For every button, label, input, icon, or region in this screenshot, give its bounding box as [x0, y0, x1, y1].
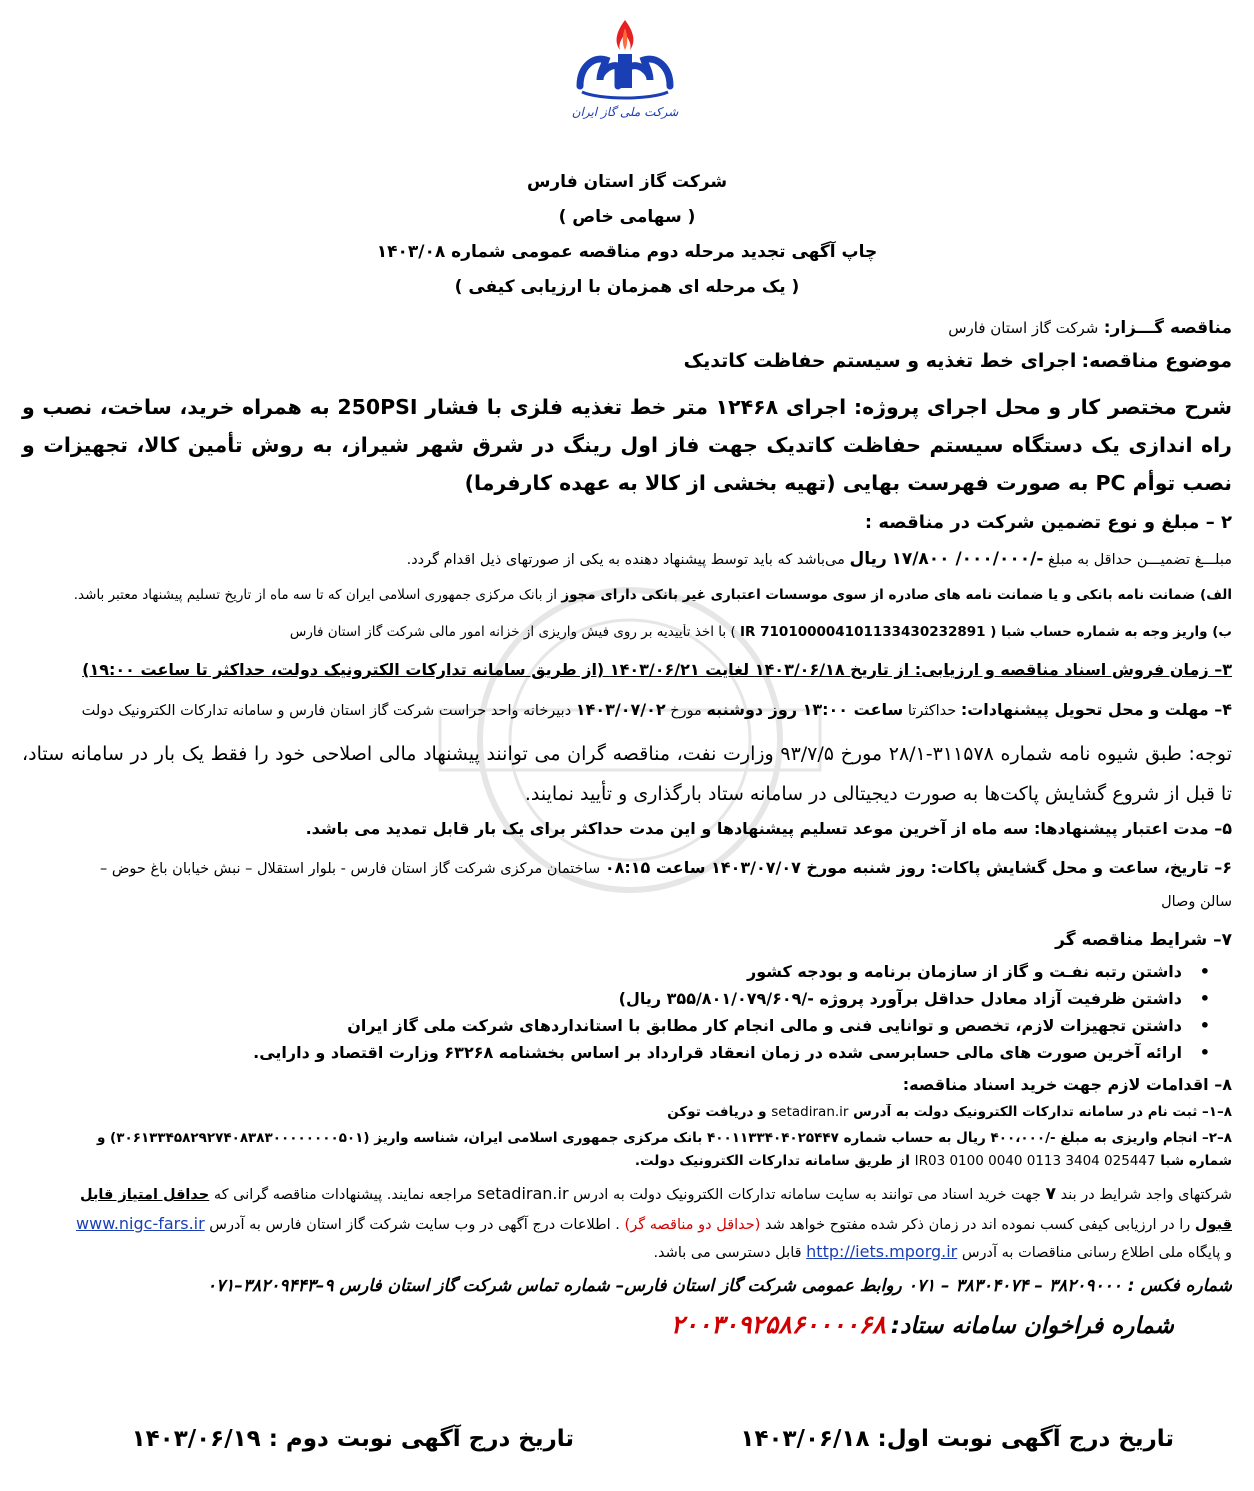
company-name: شرکت گاز استان فارس — [526, 172, 728, 192]
step1-text-a: ۸–۱– ثبت نام در سامانه تدارکات الکترونیک دولت به آدرس — [853, 1104, 1232, 1120]
guarantee-heading: ۲ – مبلغ و نوع تضمین شرکت در مناقصه : — [864, 512, 1232, 533]
fn1-bold: حداقل امتیاز قابل — [80, 1187, 210, 1203]
step1-text-b: و دریافت توکن — [667, 1104, 767, 1120]
guarantee-amount-row — [22, 549, 1232, 569]
opening-rest: ساختمان مرکزی شرکت گاز استان فارس - بلوار استقلال – نبش خیابان باغ حوض – — [100, 861, 601, 877]
conditions-heading: ۷– شرایط مناقصه گر — [1055, 930, 1232, 950]
condition-item: • داشتن ظرفیت آزاد معادل حداقل برآورد پروژه -/۳۵۵/۸۰۱/۰۷۹/۶۰۹ ریال) — [82, 989, 1182, 1008]
fn1-c: مراجعه نمایند. پیشنهادات مناقصه گرانی که — [213, 1187, 473, 1203]
step2-text-b: از طریق سامانه تدارکات الکترونیک دولت. — [634, 1153, 910, 1169]
description-label: شرح مختصر کار و محل اجرای پروژه: — [853, 395, 1233, 419]
guarantee-option-b — [22, 624, 1232, 640]
option-a-rest: از بانک مرکزی جمهوری اسلامی ایران که تا سه ماه از تاریخ تسلیم پیشنهاد معتبر باشد. — [73, 587, 558, 603]
fn3-a: و پایگاه ملی اطلاع رسانی مناقصات به آدرس — [961, 1245, 1232, 1261]
guarantee-option-a — [22, 587, 1232, 603]
first-date-value: ۱۴۰۳/۰۶/۱۸ — [740, 1426, 870, 1452]
subject-value: اجرای خط تغذیه و سیستم حفاظت کاتدیک — [683, 350, 1077, 372]
footer-note-2 — [22, 1214, 1232, 1233]
purchase-step-2b — [22, 1153, 1232, 1169]
fn1-num: ۷ — [1045, 1184, 1056, 1204]
nigc-fars-link[interactable]: www.nigc-fars.ir — [76, 1214, 205, 1233]
note-block: توجه: طبق شیوه نامه شماره ۳۱۱۵۷۸-۲۸/۱ مورخ ۹۳/۷/۵ وزارت نفت، مناقصه گران می توانند پیشنهاد مالی اصلاحی خود را فقط یک بار در سامانه ستاد، تا قبل از شروع گشایش پاکت‌ها به صورت دیجیتالی در سامانه ستاد بارگذاری و تأیید نمایند. — [22, 743, 1232, 805]
option-a-bold: الف) ضمانت نامه بانکی و یا ضمانت نامه های صادره از سوی موسسات اعتباری غیر بانکی دارای مجوز — [561, 587, 1232, 603]
description-value: اجرای ۱۲۴۶۸ متر خط تغذیه فلزی با فشار 250PSI به همراه خرید، ساخت، نصب و راه اندازی یک دستگاه سیستم حفاظت کاتدیک جهت فاز اول رینگ در شرق شهر شیراز، به روش تأمین کالا، تجهیزات و نصب توأم PC به صورت فهرست بهایی (تهیه بخشی از کالا به عهده کارفرما) — [22, 395, 1232, 495]
logo-text: شرکت ملی گاز ایران — [571, 105, 679, 119]
submission-t1: حداکثرتا — [907, 703, 957, 719]
submission-label: ۴– مهلت و محل تحویل پیشنهادات: — [960, 700, 1232, 719]
fn1-a: شرکتهای واجد شرایط در بند — [1060, 1187, 1232, 1203]
footer-note-3 — [22, 1242, 1232, 1261]
option-b-rest: ) با اخذ تأییدیه بر روی فیش واریزی از خزانه امور مالی شرکت گاز استان فارس — [289, 624, 736, 640]
description-block — [22, 388, 1232, 502]
opening-rest-2: سالن وصال — [1161, 894, 1232, 910]
condition-item: • داشتن رتبه نفـت و گاز از سازمان برنامه و بودجه کشور — [82, 962, 1182, 981]
footer-note-1 — [22, 1184, 1232, 1204]
submission-time: ساعت ۱۳:۰۰ روز دوشنبه — [706, 700, 904, 719]
fn2-a: را در ارزیابی کیفی کسب نموده اند در زمان ذکر شده مفتوح خواهد شد — [765, 1217, 1191, 1233]
first-date-label: تاریخ درج آگهی نوبت اول: — [877, 1426, 1174, 1452]
call-number-value: ۲۰۰۳۰۹۲۵۸۶۰۰۰۰۶۸ — [670, 1310, 886, 1339]
condition-item: • داشتن تجهیزات لازم، تخصص و توانایی فنی و مالی انجام کار مطابق با استانداردهای شرکت ملی گاز ایران — [82, 1016, 1182, 1035]
purchase-heading: ۸– اقدامات لازم جهت خرید اسناد مناقصه: — [902, 1075, 1232, 1094]
submission-row — [22, 700, 1232, 719]
organizer-row — [22, 318, 1232, 338]
second-date-row — [132, 1426, 574, 1452]
fn2-red: (حداقل دو مناقصه گر) — [624, 1217, 761, 1233]
company-type: ( سهامی خاص ) — [558, 207, 696, 227]
nigc-logo — [560, 14, 690, 124]
condition-item: • ارائه آخرین صورت های مالی حسابرسی شده در زمان انعقاد قرارداد بر اساس بخشنامه ۶۳۲۶۸ وزارت اقتصاد و دارایی. — [82, 1043, 1182, 1062]
submission-t3: دبیرخانه واحد حراست شرکت گاز استان فارس و سامانه تدارکات الکترونیک دولت — [81, 703, 572, 719]
iban-label: شماره شبا — [1160, 1153, 1232, 1169]
second-date-label: تاریخ درج آگهی نوبت دوم : — [268, 1426, 574, 1452]
subject-label: موضوع مناقصه: — [1081, 350, 1232, 372]
fn1-b: جهت خرید اسناد می توانند به سایت سامانه تدارکات الکترونیک دولت به ادرس — [573, 1187, 1041, 1203]
call-number-row — [0, 1310, 1174, 1339]
opening-row — [22, 858, 1232, 877]
first-date-row — [740, 1426, 1174, 1452]
fn2-b: . اطلاعات درج آگهی در وب سایت شرکت گاز استان فارس به آدرس — [209, 1217, 620, 1233]
guarantee-text-b: می‌باشد که باید توسط پیشنهاد دهنده به یکی از صورتهای ذیل اقدام گردد. — [406, 552, 845, 568]
second-date-value: ۱۴۰۳/۰۶/۱۹ — [131, 1426, 261, 1452]
submission-t2: مورخ — [670, 703, 702, 719]
step1-site: setadiran.ir — [771, 1104, 849, 1120]
sale-period: ۳– زمان فروش اسناد مناقصه و ارزیابی: از تاریخ ۱۴۰۳/۰۶/۱۸ لغایت ۱۴۰۳/۰۶/۲۱ (از طریق سامانه تدارکات الکترونیک دولت، حداکثر تا ساعت ۱۹:۰۰) — [82, 660, 1232, 679]
option-b-bold: ب) واریز وجه به شماره حساب شبا ( IR 710100004101133430232891 — [740, 624, 1232, 640]
purchase-step-1 — [22, 1104, 1232, 1120]
organizer-value: شرکت گاز استان فارس — [948, 319, 1099, 337]
notice-title: چاپ آگهی تجدید مرحله دوم مناقصه عمومی شماره ۱۴۰۳/۰۸ — [376, 242, 878, 262]
iban-value: IR03 0100 0040 0113 3404 025447 — [914, 1153, 1156, 1169]
notice-subtitle: ( یک مرحله ای همزمان با ارزیابی کیفی ) — [454, 277, 800, 297]
call-number-label: شماره فراخوان سامانه ستاد: — [890, 1313, 1174, 1339]
submission-date: ۱۴۰۳/۰۷/۰۲ — [575, 700, 666, 719]
fn3-b: قابل دسترسی می باشد. — [653, 1245, 802, 1261]
purchase-step-2: ۸–۲– انجام واریزی به مبلغ -/۴۰۰،۰۰۰ ریال به حساب شماره ۴۰۰۱۱۳۳۴۰۴۰۲۵۴۴۷ بانک مرکزی جمهوری اسلامی ایران، شناسه واریز (۳۰۶۱۳۳۴۵۸۲۹۲۷۴۰۸۳۸۳۰۰۰۰۰۰۰۰۵۰۱) و — [96, 1130, 1232, 1146]
opening-label: ۶– تاریخ، ساعت و محل گشایش پاکات: روز شنبه مورخ ۱۴۰۳/۰۷/۰۷ ساعت ۰۸:۱۵ — [604, 858, 1232, 877]
guarantee-text-a: مبلـــغ تضمیـــن حداقل به مبلغ — [1048, 552, 1232, 568]
organizer-label: مناقصه گـــزار: — [1103, 318, 1232, 338]
iets-link[interactable]: http://iets.mporg.ir — [806, 1242, 958, 1261]
fn1-site: setadiran.ir — [477, 1184, 569, 1203]
contact-row: شماره فکس : ۳۸۲۰۹۰۰۰ – ۳۸۳۰۴۰۷۴ – ۰۷۱ روابط عمومی شرکت گاز استان فارس– شماره تماس شرکت گاز استان فارس ۹–۳۸۲۰۹۴۴۳–۰۷۱ — [206, 1276, 1232, 1296]
subject-row — [22, 350, 1232, 372]
validity-row: ۵– مدت اعتبار پیشنهادها: سه ماه از آخرین موعد تسلیم پیشنهادها و این مدت حداکثر برای یک بار قابل تمدید می باشد. — [305, 819, 1232, 838]
fn2-bold: قبول — [1194, 1217, 1232, 1233]
guarantee-amount: -/۰۰۰/۰۰۰/ ۱۷/۸۰۰ — [891, 549, 1044, 569]
guarantee-rial: ریال — [849, 549, 887, 569]
